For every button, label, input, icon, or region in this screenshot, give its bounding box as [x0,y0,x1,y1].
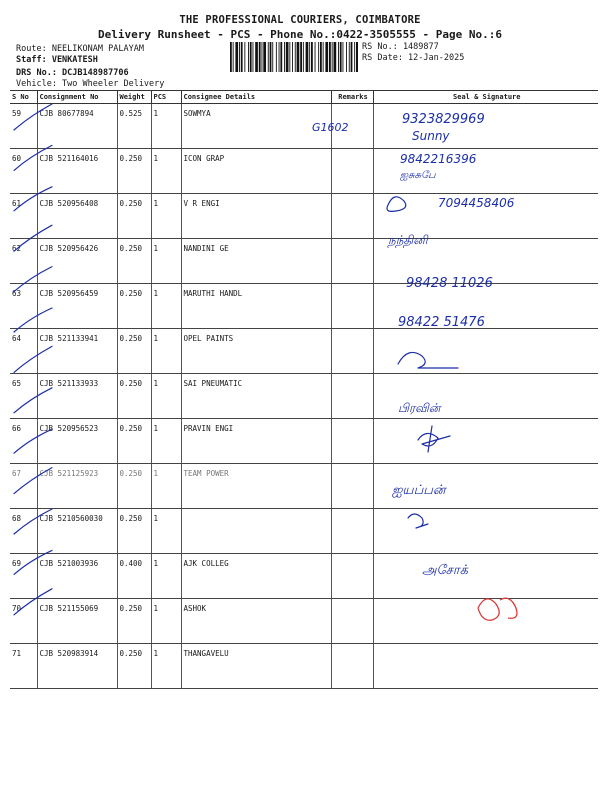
weight-value: 0.250 [117,464,151,509]
row-sno: 68 [10,509,37,554]
handwritten-note: G1602 [312,121,349,134]
remarks-cell [331,239,373,284]
handwritten-note: 9842216396 [400,152,477,166]
pcs-value: 1 [151,104,181,149]
table-row [10,284,598,329]
table-header-row [10,91,598,104]
table-row [10,644,598,689]
table-row [10,329,598,374]
remarks-cell [331,644,373,689]
table-row [10,464,598,509]
row-sno: 64 [10,329,37,374]
seal-signature-cell [373,509,598,554]
consignment-number: CJB 520956408 [37,194,117,239]
pcs-value: 1 [151,149,181,194]
barcode-bar [309,42,310,72]
seal-signature-cell [373,644,598,689]
barcode-bar [286,42,289,72]
barcode-bar [280,42,282,72]
pcs-value: 1 [151,329,181,374]
pcs-value: 1 [151,284,181,329]
barcode-bar [272,42,273,72]
barcode-bar [241,42,243,72]
row-sno: 65 [10,374,37,419]
runsheet-title: Delivery Runsheet - PCS - Phone No.:0422-3505555 - Page No.:6 [98,28,502,41]
consignee-name: ASHOK [181,599,331,644]
handwritten-note: 98428 11026 [406,276,493,291]
table-row [10,419,598,464]
row-sno: 62 [10,239,37,284]
row-sno: 66 [10,419,37,464]
remarks-cell [331,104,373,149]
row-sno: 71 [10,644,37,689]
row-sno: 70 [10,599,37,644]
pcs-value: 1 [151,644,181,689]
weight-value: 0.250 [117,194,151,239]
barcode-bar [244,42,245,72]
seal-signature-cell [373,284,598,329]
barcode-bar [346,42,347,72]
barcode-bar [329,42,331,72]
company-name: THE PROFESSIONAL COURIERS, COIMBATORE [179,14,421,26]
handwritten-note: ஐசுசுபே [400,170,436,181]
seal-signature-cell [373,599,598,644]
consignment-number: CJB 521125923 [37,464,117,509]
seal-signature-cell [373,374,598,419]
runsheet-table [10,90,600,689]
barcode-bar [248,42,249,72]
barcode-bar [356,42,358,72]
barcode-bar [250,42,252,72]
column-header-remarks: Remarks [331,91,373,104]
consignment-number: CJB 521133941 [37,329,117,374]
rs-number: RS No.: 1489877 [362,42,439,52]
consignment-number: CJB 520956459 [37,284,117,329]
barcode-bar [297,42,300,72]
column-header-sno: S No [10,91,37,104]
remarks-cell [331,149,373,194]
barcode [230,42,358,72]
consignment-number: CJB 521164016 [37,149,117,194]
consignee-name [181,509,331,554]
barcode-bar [262,42,263,72]
barcode-bar [311,42,313,72]
barcode-bar [320,42,322,72]
pcs-value: 1 [151,509,181,554]
row-sno: 63 [10,284,37,329]
barcode-bar [334,42,337,72]
barcode-bar [323,42,324,72]
barcode-bar [233,42,234,72]
weight-value: 0.250 [117,329,151,374]
remarks-cell [331,509,373,554]
weight-value: 0.250 [117,284,151,329]
table-row [10,509,598,554]
seal-signature-cell [373,194,598,239]
consignment-number: CJB 520956523 [37,419,117,464]
seal-signature-cell [373,104,598,149]
consignee-name: ICON GRAP [181,149,331,194]
barcode-bar [315,42,316,72]
table-row [10,149,598,194]
seal-signature-cell [373,149,598,194]
weight-value: 0.250 [117,599,151,644]
consignment-number: CJB 520983914 [37,644,117,689]
barcode-bar [338,42,339,72]
row-sno: 59 [10,104,37,149]
consignment-number: CJB 521133933 [37,374,117,419]
barcode-bar [295,42,296,72]
pcs-value: 1 [151,194,181,239]
consignee-name: MARUTHI HANDL [181,284,331,329]
consignee-name: TEAM POWER [181,464,331,509]
column-header-weight: Weight [117,91,151,104]
barcode-bar [253,42,254,72]
pcs-value: 1 [151,419,181,464]
handwritten-note: ஐயப்பன் [392,483,446,498]
consignment-number: CJB 80677894 [37,104,117,149]
table-row [10,599,598,644]
seal-signature-cell [373,464,598,509]
vehicle-label: Vehicle: Two Wheeler Delivery [16,79,165,89]
remarks-cell [331,599,373,644]
column-header-seal-signature: Seal & Signature [373,91,598,104]
pcs-value: 1 [151,599,181,644]
remarks-cell [331,554,373,599]
barcode-bar [343,42,344,72]
pcs-value: 1 [151,239,181,284]
row-sno: 60 [10,149,37,194]
consignee-name: THANGAVELU [181,644,331,689]
consignment-number: CJB 5210560030 [37,509,117,554]
weight-value: 0.250 [117,149,151,194]
consignment-number: CJB 520956426 [37,239,117,284]
handwritten-note: Sunny [412,129,450,143]
barcode-bar [263,42,266,72]
seal-signature-cell [373,419,598,464]
table-row [10,104,598,149]
consignment-number: CJB 521155069 [37,599,117,644]
barcode-bar [255,42,258,72]
remarks-cell [331,194,373,239]
pcs-value: 1 [151,374,181,419]
weight-value: 0.250 [117,644,151,689]
row-sno: 61 [10,194,37,239]
table-row [10,554,598,599]
consignee-name: V R ENGI [181,194,331,239]
column-header-consignee: Consignee Details [181,91,331,104]
consignment-number: CJB 521003936 [37,554,117,599]
weight-value: 0.400 [117,554,151,599]
table-row [10,194,598,239]
barcode-bar [349,42,350,72]
weight-value: 0.250 [117,239,151,284]
handwritten-note: பிரவின் [398,401,441,415]
weight-value: 0.250 [117,374,151,419]
handwritten-note: அசோக் [422,563,468,578]
barcode-bar [270,42,272,72]
weight-value: 0.250 [117,509,151,554]
barcode-bar [279,42,280,72]
handwritten-note: 9323829969 [402,112,485,127]
handwritten-note: நந்தினி [388,233,428,247]
remarks-cell [331,419,373,464]
remarks-cell [331,284,373,329]
pcs-value: 1 [151,554,181,599]
row-sno: 69 [10,554,37,599]
barcode-bar [284,42,285,72]
barcode-bar [259,42,261,72]
remarks-cell [331,329,373,374]
column-header-consignment: Consignment No [37,91,117,104]
barcode-bar [306,42,309,72]
barcode-bar [292,42,293,72]
staff-label: Staff: VENKATESH [16,55,98,65]
barcode-bar [318,42,319,72]
consignee-name: OPEL PAINTS [181,329,331,374]
barcode-bar [332,42,333,72]
weight-value: 0.250 [117,419,151,464]
remarks-cell [331,374,373,419]
rs-date: RS Date: 12-Jan-2025 [362,53,465,63]
barcode-bar [239,42,240,72]
seal-signature-cell [373,239,598,284]
table-row [10,239,598,284]
seal-signature-cell [373,329,598,374]
barcode-bar [289,42,290,72]
barcode-bar [325,42,328,72]
barcode-bar [230,42,232,72]
pcs-value: 1 [151,464,181,509]
barcode-bar [354,42,355,72]
consignee-name: PRAVIN ENGI [181,419,331,464]
barcode-bar [276,42,277,72]
consignee-name: SOWMYA [181,104,331,149]
barcode-bar [300,42,302,72]
column-header-pcs: PCS [151,91,181,104]
handwritten-note: 7094458406 [438,196,515,210]
consignee-name: SAI PNEUMATIC [181,374,331,419]
table-row [10,374,598,419]
barcode-bar [235,42,238,72]
seal-signature-cell [373,554,598,599]
barcode-bar [351,42,353,72]
barcode-bar [303,42,304,72]
row-sno: 67 [10,464,37,509]
drs-number: DRS No.: DCJB148987706 [16,68,129,78]
route-label: Route: NEELIKONAM PALAYAM [16,44,144,54]
remarks-cell [331,464,373,509]
consignee-name: AJK COLLEG [181,554,331,599]
barcode-bar [268,42,269,72]
handwritten-note: 98422 51476 [398,315,485,330]
weight-value: 0.525 [117,104,151,149]
consignee-name: NANDINI GE [181,239,331,284]
barcode-bar [340,42,342,72]
